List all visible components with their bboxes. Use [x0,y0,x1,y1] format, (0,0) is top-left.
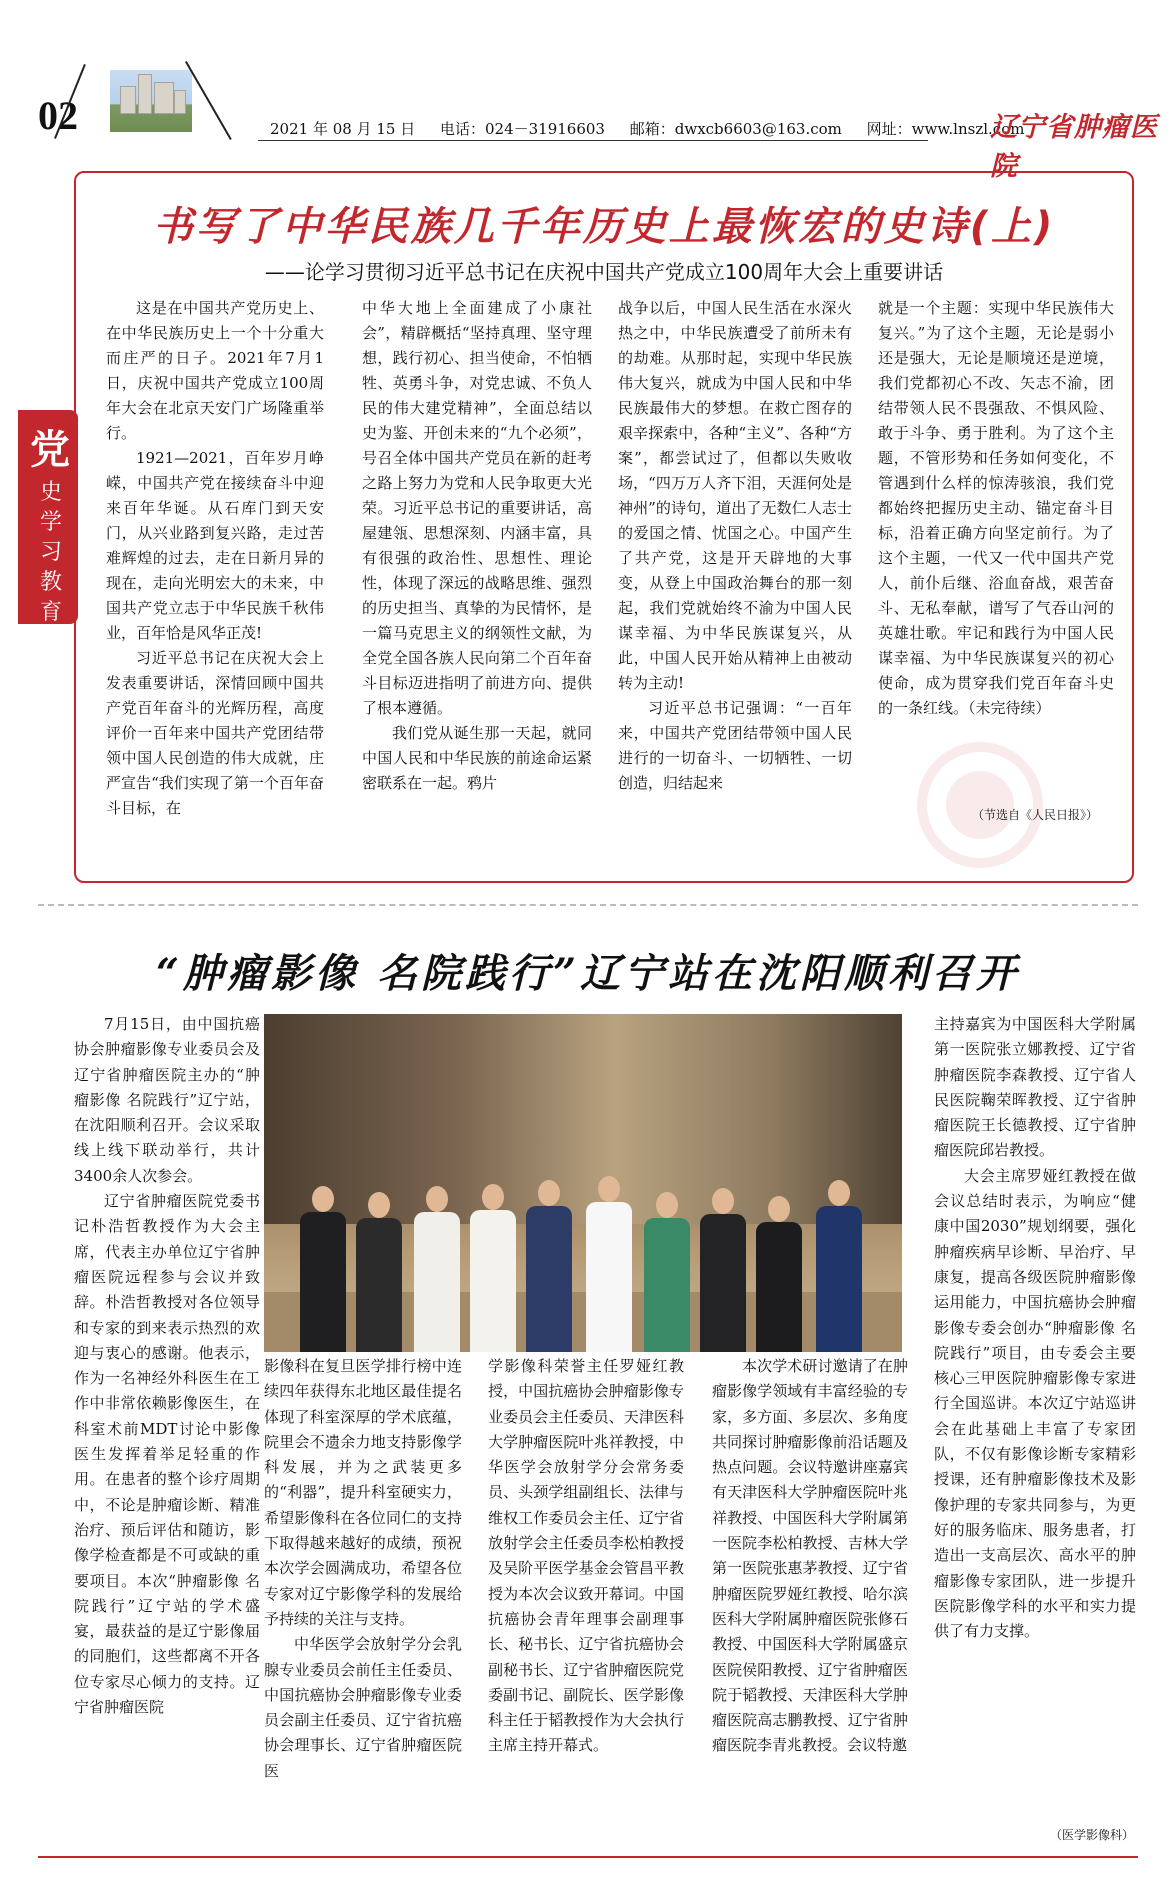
paragraph: 战争以后，中国人民生活在水深火热之中，中华民族遭受了前所未有的劫难。从那时起，实现中华民族伟大复兴，就成为中国人民和中华民族最伟大的梦想。在救亡图存的艰辛探索中，各种“主义”、各种“方案”，都尝试过了，但都以失败收场，“四万万人齐下泪，天涯何处是神州”的诗句，道出了无数仁人志士的爱国之情、忧国之心。中国产生了共产党，这是开天辟地的大事变，从登上中国政治舞台的那一刻起，我们党就始终不渝为中国人民谋幸福、为中华民族谋复兴，从此，中国人民开始从精神上由被动转为主动! [618,299,852,692]
article1-title: 书写了中华民族几千年历史上最恢宏的史诗(上) [152,204,1056,250]
article2-column-2 [264,1354,462,1784]
paragraph: 就是一个主题：实现中华民族伟大复兴。”为了这个主题，无论是弱小还是强大，无论是顺境还是逆境，我们党都初心不改、矢志不渝，团结带领人民不畏强敌、不惧风险、敢于斗争、勇于胜利。为了这个主题，不管形势和任务如何变化，不管遇到什么样的惊涛骇浪，我们党都始终把握历史主动、锚定奋斗目标，沿着正确方向坚定前行。为了这个主题，一代又一代中国共产党人，前仆后继、浴血奋战，艰苦奋斗、无私奉献，谱写了气吞山河的英雄壮歌。牢记和践行为中国人民谋幸福、为中华民族谋复兴的初心使命，成为贯穿我们党百年奋斗史的一条红线。（未完待续） [878,299,1114,717]
paragraph: 1921—2021，百年岁月峥嵘，中国共产党在接续奋斗中迎来百年华诞。从石库门到天安门，从兴业路到复兴路，走过苦难辉煌的过去，走在日新月异的现在，走向光明宏大的未来，中国共产党立志于中华民族千秋伟业，百年恰是风华正茂! [106,449,324,642]
paragraph: 辽宁省肿瘤医院党委书记朴浩哲教授作为大会主席，代表主办单位辽宁省肿瘤医院远程参与会议并致辞。朴浩哲教授对各位领导和专家的到来表示热烈的欢迎与衷心的感谢。他表示，作为一名神经外科医生在工作中非常依赖影像医生，在科室术前MDT讨论中影像医生发挥着举足轻重的作用。在患者的整个诊疗周期中，不论是肿瘤诊断、精准治疗、预后评估和随访，影像学检查都是不可或缺的重要项目。本次“肿瘤影像 名院践行”辽宁站的学术盛宴，最获益的是辽宁影像届的同胞们，这些都离不开各位专家尽心倾力的支持。辽宁省肿瘤医院 [74,1192,260,1717]
person [470,1184,516,1352]
person [526,1180,572,1352]
article2-column-4 [712,1354,908,1759]
person [644,1192,690,1352]
person [356,1192,402,1352]
footer-rule [38,1856,1138,1858]
article1-column-4 [878,296,1114,721]
header-divider-right [185,61,232,140]
article2-column-5 [934,1012,1136,1644]
header-info [270,118,1044,139]
header-phone: 电话：024－31916603 [439,120,605,138]
party-char: 党 [30,427,70,473]
article1-column-2 [362,296,592,796]
party-emblem-watermark [880,740,1080,870]
header-building-image [110,70,192,132]
paragraph: 习近平总书记在庆祝大会上发表重要讲话，深情回顾中国共产党百年奋斗的光辉历程，高度评价一百年来中国共产党团结带领中国人民创造的伟大成就，庄严宣告“我们实现了第一个百年奋斗目标，在 [106,649,324,817]
paragraph: 主持嘉宾为中国医科大学附属第一医院张立娜教授、辽宁省肿瘤医院李森教授、辽宁省人民医院鞠荣晖教授、辽宁省肿瘤医院王长德教授、辽宁省肿瘤医院邱岩教授。 [934,1015,1136,1160]
article2-title: “肿瘤影像 名院践行”辽宁站在沈阳顺利召开 [156,950,1020,997]
person [756,1196,802,1352]
person [300,1186,346,1352]
person [586,1176,632,1352]
paragraph: 中华医学会放射学分会乳腺专业委员会前任主任委员、中国抗癌协会肿瘤影像专业委员会副主任委员、辽宁省抗癌协会理事长、辽宁省肿瘤医院医 [264,1635,462,1780]
paragraph: 我们党从诞生那一天起，就同中国人民和中华民族的前途命运紧密联系在一起。鸦片 [362,724,592,792]
header-date: 2021 年 08 月 15 日 [270,120,416,138]
paragraph: 7月15日，由中国抗癌协会肿瘤影像专业委员会及辽宁省肿瘤医院主办的“肿瘤影像 名院践行”辽宁站，在沈阳顺利召开。会议采取线上线下联动举行，共计3400余人次参会。 [74,1015,260,1185]
party-history-label: 史学习教育 [39,480,62,625]
article1-source: （节选自《人民日报》） [972,808,1099,822]
group-photo [264,1014,902,1352]
paragraph: 中华大地上全面建成了小康社会”，精辟概括“坚持真理、坚守理想，践行初心、担当使命，不怕牺牲、英勇斗争，对党忠诚、不负人民的伟大建党精神”，全面总结以史为鉴、开创未来的“九个必须”，号召全体中国共产党员在新的赶考之路上努力为党和人民争取更大光荣。习近平总书记的重要讲话，高屋建瓴、思想深刻、内涵丰富，具有很强的政治性、思想性、理论性，体现了深远的战略思维、强烈的历史担当、真挚的为民情怀，是一篇马克思主义的纲领性文献，为全党全国各族人民向第二个百年奋斗目标迈进指明了前进方向、提供了根本遵循。 [362,299,592,717]
header-rule [258,140,928,141]
person [700,1188,746,1352]
section-divider [38,904,1138,906]
article2-source: （医学影像科） [1050,1828,1135,1842]
article1-column-3 [618,296,852,796]
person [816,1180,862,1352]
paragraph: 影像科在复旦医学排行榜中连续四年获得东北地区最佳提名体现了科室深厚的学术底蕴，院里会不遗余力地支持影像学科发展，并为之武装更多的“利器”，提升科室硬实力，希望影像科在各位同仁的支持下取得越来越好的成绩，预祝本次学会圆满成功，希望各位专家对辽宁影像学科的发展给予持续的关注与支持。 [264,1357,462,1628]
header-email: 邮箱：dwxcb6603@163.com [629,120,842,138]
paragraph: 本次学术研讨邀请了在肿瘤影像学领域有丰富经验的专家，多方面、多层次、多角度共同探讨肿瘤影像前沿话题及热点问题。会议特邀讲座嘉宾有天津医科大学肿瘤医院叶兆祥教授、中国医科大学附属第一医院李松柏教授、吉林大学第一医院张惠茅教授、辽宁省肿瘤医院罗娅红教授、哈尔滨医科大学附属肿瘤医院张修石教授、中国医科大学附属盛京医院侯阳教授、辽宁省肿瘤医院于韬教授、天津医科大学肿瘤医院高志鹏教授、辽宁省肿瘤医院李青兆教授。会议特邀 [712,1357,908,1755]
paragraph: 习近平总书记强调：“一百年来，中国共产党团结带领中国人民进行的一切奋斗、一切牺牲、一切创造，归结起来 [618,699,852,792]
article1-column-1 [106,296,324,821]
page-number: 02 [38,93,78,138]
paragraph: 大会主席罗娅红教授在做会议总结时表示，为响应“健康中国2030”规划纲要，强化肿瘤疾病早诊断、早治疗、早康复，提高各级医院肿瘤影像运用能力，中国抗癌协会肿瘤影像专委会创办“肿瘤影像 名院践行”项目，由专委会主要核心三甲医院肿瘤影像专家进行全国巡讲。本次辽宁站巡讲会在此基础上丰富了专家团队，不仅有影像诊断专家精彩授课，还有肿瘤影像技术及影像护理的专家共同参与，为更好的服务临床、服务患者，打造出一支高层次、高水平的肿瘤影像专家团队，进一步提升医院影像学科的水平和实力提供了有力支撑。 [934,1166,1136,1641]
article2-column-3 [488,1354,684,1759]
paragraph: 学影像科荣誉主任罗娅红教授，中国抗癌协会肿瘤影像专业委员会主任委员、天津医科大学肿瘤医院叶兆祥教授，中华医学会放射学分会常务委员、头颈学组副组长、法律与维权工作委员会主任、辽宁省放射学会主任委员李松柏教授及吴阶平医学基金会管昌平教授为本次会议致开幕词。中国抗癌协会青年理事会副理事长、秘书长、辽宁省抗癌协会副秘书长、辽宁省肿瘤医院党委副书记、副院长、医学影像科主任于韬教授作为大会执行主席主持开幕式。 [488,1357,684,1755]
brand-logo: 辽宁省肿瘤医院 [990,112,1158,182]
article1-subtitle: ——论学习贯彻习近平总书记在庆祝中国共产党成立100周年大会上重要讲话 [264,260,944,284]
article2-column-1 [74,1012,260,1720]
person [414,1186,460,1352]
paragraph: 这是在中国共产党历史上、在中华民族历史上一个十分重大而庄严的日子。2021年7月1日，庆祝中国共产党成立100周年大会在北京天安门广场隆重举行。 [106,299,324,442]
header-website: 网址：www.lnszl.com [866,120,1025,138]
